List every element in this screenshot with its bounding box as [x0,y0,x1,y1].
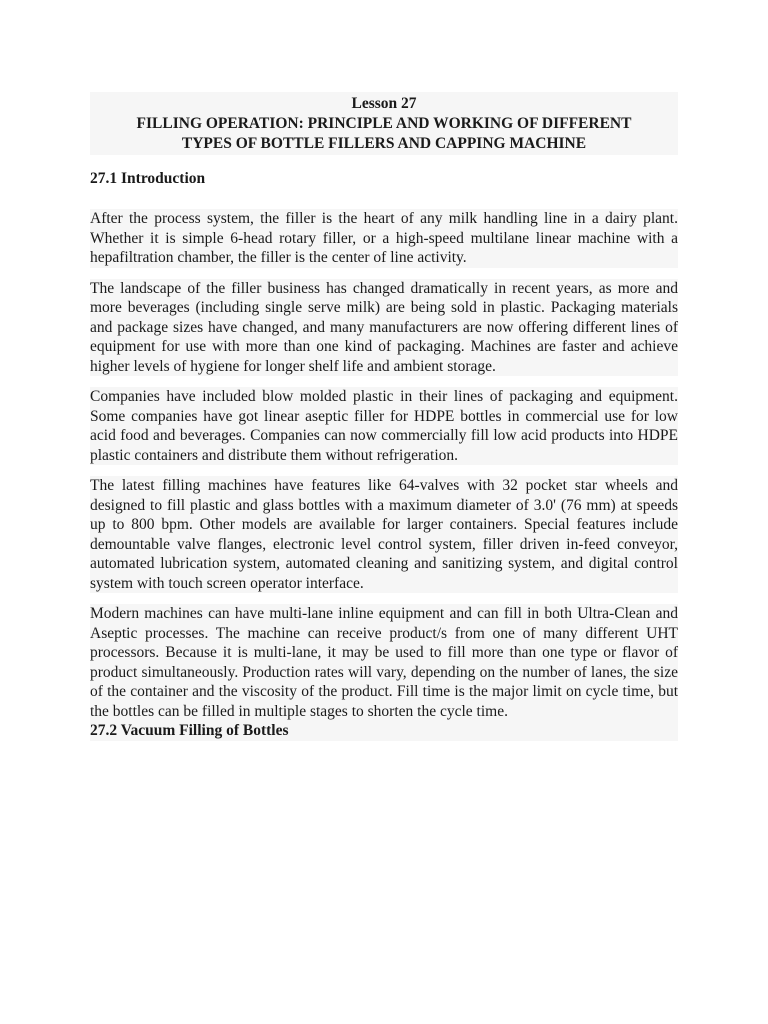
section-heading-introduction: 27.1 Introduction [90,170,206,187]
lesson-title-line-2: TYPES OF BOTTLE FILLERS AND CAPPING MACHINE [181,135,587,152]
lesson-title-line-1: FILLING OPERATION: PRINCIPLE AND WORKING OF DIFFERENT [136,115,632,132]
paragraph-1: After the process system, the filler is the heart of any milk handling line in a dairy plant. Whether it is simple 6-head rotary filler, or a high-speed multilane linear machine with a hepafiltration chamber, the filler is the center of line activity. [90,210,678,266]
paragraph-4: The latest filling machines have features like 64-valves with 32 pocket star wheels and designed to fill plastic and glass bottles with a maximum diameter of 3.0' (76 mm) at speeds up to 800 bpm. Other models are available for larger containers. Special features include demountable valve flanges, electronic level control system, filler driven in-feed conveyor, automated lubrication system, automated cleaning and sanitizing system, and digital control system with touch screen operator interface. [90,477,678,592]
section-heading-vacuum-filling: 27.2 Vacuum Filling of Bottles [90,721,678,741]
paragraph-5: Modern machines can have multi-lane inline equipment and can fill in both Ultra-Clean and Aseptic processes. The machine can receive product/s from one of many different UHT processors. Because it is multi-lane, it may be used to fill more than one type or flavor of product simultaneously. Production rates will vary, depending on the number of lanes, the size of the container and the viscosity of the product. Fill time is the major limit on cycle time, but the bottles can be filled in multiple stages to shorten the cycle time. [90,605,678,720]
lesson-number: Lesson 27 [351,95,417,112]
paragraph-3: Companies have included blow molded plastic in their lines of packaging and equipment. Some companies have got linear aseptic filler for HDPE bottles in commercial use for low acid food and beverages. Companies can now commercially fill low acid products into HDPE plastic containers and distribute them without refrigeration. [90,388,678,464]
lesson-title-block [90,92,678,155]
document-page [90,92,678,741]
paragraph-2: The landscape of the filler business has changed dramatically in recent years, as more and more beverages (including single serve milk) are being sold in plastic. Packaging materials and package sizes have changed, and many manufacturers are now offering different lines of equipment for use with more than one kind of packaging. Machines are faster and achieve higher levels of hygiene for longer shelf life and ambient storage. [90,279,678,375]
